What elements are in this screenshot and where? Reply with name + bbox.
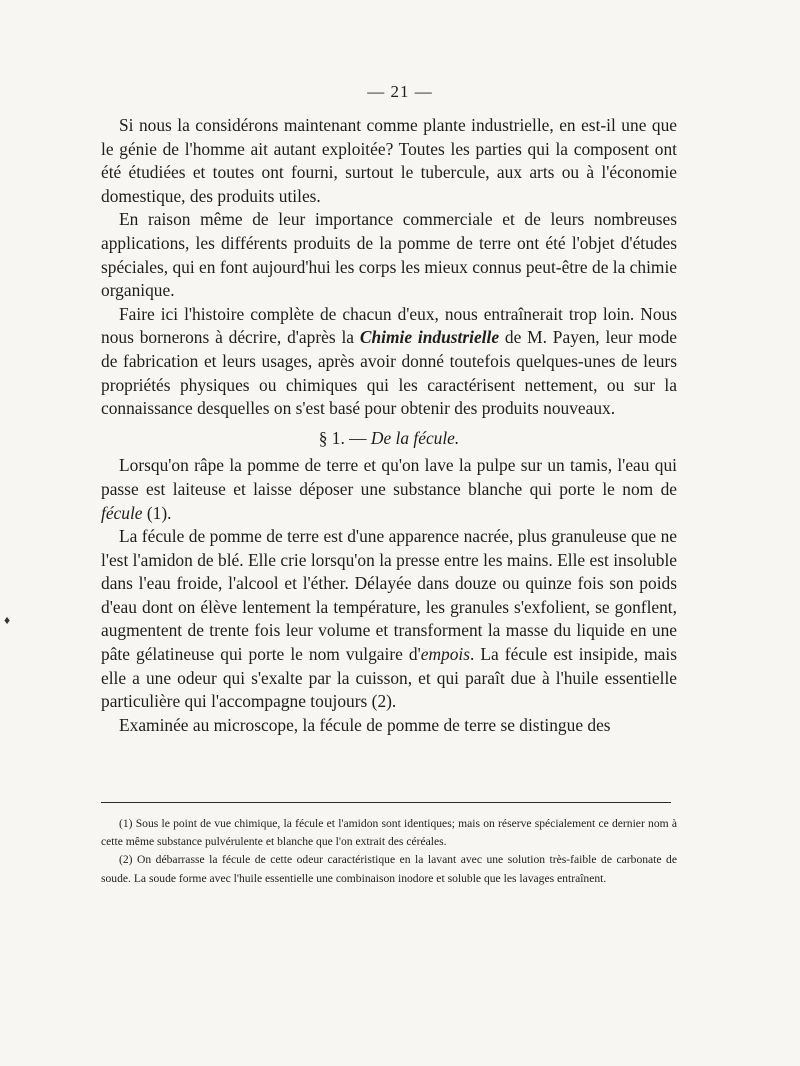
paragraph-6: Examinée au microscope, la fécule de pomme de terre se distingue des <box>119 714 611 735</box>
paragraph-5-text-a: La fécule de pomme de terre est d'une apparence nacrée, plus granuleuse que ne l'est l'amidon de blé. Elle crie lorsqu'on la presse entre les mains. Elle est insoluble dans l'eau froide, l'alcool et l'éther. Délayée dans douze ou quinze fois son poids d'eau dont on élève lentement la température, les granules s'exfolient, se gonflent, augmentent de trente fois leur volume et transforment la masse du liquide en une pâte gélatineuse qui porte le nom vulgaire d' <box>101 526 677 665</box>
paragraph-3-text-a: Faire ici l'histoire complète de chacun d'eux, nous entraînerait trop loin. Nous nous bornerons à décrire, d'après la <box>101 303 677 348</box>
page-number: — 21 — <box>367 82 433 101</box>
paragraph-1: Si nous la considérons maintenant comme plante industrielle, en est-il une que le génie de l'homme ait autant exploitée? Toutes les parties qui la composent ont été étudiées et toutes ont fourni, surtout le tubercule, aux arts ou à l'économie domestique, des produits utiles. <box>101 115 677 206</box>
paragraph-3-text-b: de M. Payen, leur mode de fabrication et leurs usages, après avoir donné toutefois quelques-unes de leurs propriétés physiques ou chimiques qui les caractérisent nettement, ou sur la connaissance desquelles on s'est basé pour obtenir des produits nouveaux. <box>101 327 678 419</box>
main-text <box>101 114 677 737</box>
paragraph-5-text-b: . La fécule est insipide, mais elle a une odeur qui s'exalte par la cuisson, et qui paraît due à l'huile essentielle particulière qui l'accompagne toujours (2). <box>101 644 678 712</box>
term-empois: empois <box>420 644 471 665</box>
paragraph-3 <box>101 303 677 421</box>
footnote-1: (1) Sous le point de vue chimique, la fécule et l'amidon sont identiques; mais on réserve spécialement ce dernier nom à cette même substance pulvérulente et blanche que l'on extrait des céréales. <box>101 817 677 849</box>
paragraph-5 <box>101 525 677 714</box>
footnote-divider <box>101 802 671 803</box>
paragraph-2: En raison même de leur importance commerciale et de leurs nombreuses applications, les différents produits de la pomme de terre ont été l'objet d'études spéciales, qui en font aujourd'hui les corps les mieux connus peut-être de la chimie organique. <box>101 209 677 301</box>
footnotes <box>101 815 677 888</box>
footnote-2: (2) On débarrasse la fécule de cette odeur caractéristique en la lavant avec une solution très-faible de carbonate de soude. La soude forme avec l'huile essentielle une combinaison inodore et soluble que les lavages entraînent. <box>101 853 677 885</box>
section-heading <box>101 427 677 451</box>
section-number: § 1. — <box>318 427 371 448</box>
term-fecule: fécule <box>101 502 143 523</box>
paragraph-4 <box>101 454 677 525</box>
section-title: De la fécule. <box>370 427 460 448</box>
paragraph-4-text-b: (1). <box>142 502 172 523</box>
paragraph-4-text-a: Lorsqu'on râpe la pomme de terre et qu'on lave la pulpe sur un tamis, l'eau qui passe est laiteuse et laisse déposer une substance blanche qui porte le nom de <box>101 455 677 499</box>
margin-mark-icon: ♦ <box>4 613 11 627</box>
book-title-chimie-industrielle: Chimie industrielle <box>359 327 500 348</box>
